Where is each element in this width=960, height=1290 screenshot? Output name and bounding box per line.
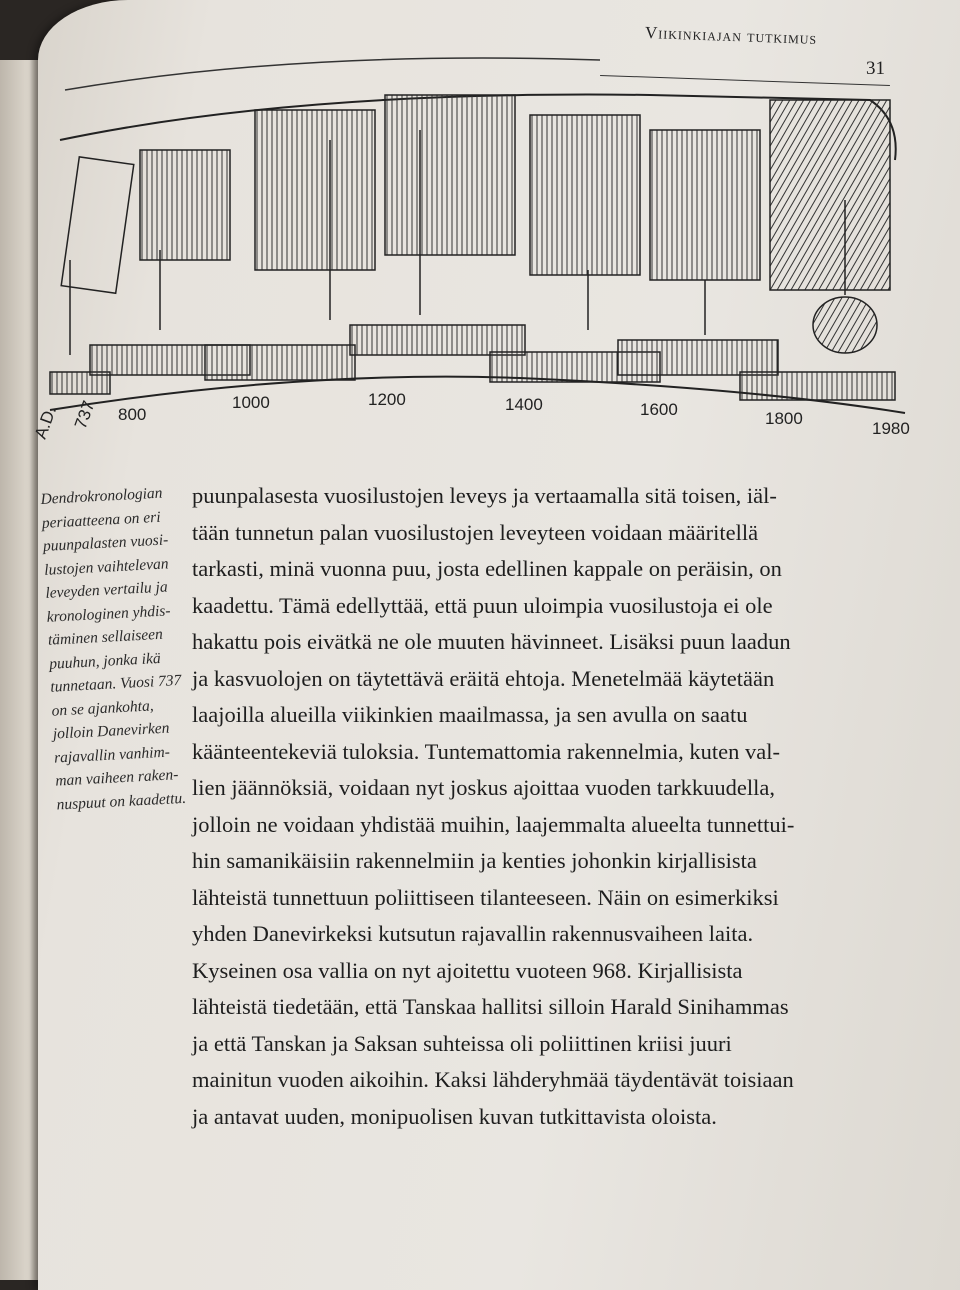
building-sketches (61, 95, 890, 353)
caption-line: puuhun, jonka ikä (48, 649, 162, 673)
tick-1400: 1400 (505, 395, 543, 414)
caption-line: Dendrokronologian (40, 484, 163, 508)
tick-800: 800 (118, 405, 147, 424)
caption-line: leveyden vertailu ja (45, 578, 169, 602)
frame-top-line (65, 58, 600, 90)
tick-1200: 1200 (368, 390, 406, 409)
farmhouse-sketch (650, 130, 760, 280)
body-line: yhden Danevirkeksi kutsutun rajavallin rakennusvaiheen laita. (192, 921, 754, 946)
running-title: Viikinkiajan tutkimus (644, 23, 818, 48)
tick-1800: 1800 (765, 409, 803, 428)
wall-sketch (140, 150, 230, 260)
caption-line: täminen sellaiseen (47, 625, 164, 649)
body-line: tään tunnetun palan vuosilustojen leveyteen voidaan määritellä (192, 519, 759, 545)
caption-line: tunnetaan. Vuosi 737 (49, 671, 182, 696)
caption-line: lustojen vaihtelevan (43, 554, 169, 579)
caption-line: puunpalasten vuosi- (42, 531, 169, 555)
caption-line: rajavallin vanhim- (53, 743, 171, 767)
figure-caption (40, 481, 187, 816)
half-timber-sketch (530, 115, 640, 275)
body-line: lien jäännöksiä, voidaan nyt joskus ajoittaa vuoden tarkkuudella, (192, 775, 775, 800)
body-line: puunpalasesta vuosilustojen leveys ja vertaamalla sitä toisen, iäl- (192, 483, 777, 508)
body-line: mainitun vuoden aikoihin. Kaksi lähderyhmää täydentävät toisiaan (192, 1067, 794, 1092)
body-line: hin samanikäisiin rakennelmiin ja kenties johonkin kirjallisista (192, 848, 757, 873)
log-frame-sketch (61, 157, 134, 293)
body-line: ja kasvuolojen on täytettävä eräitä ehtoja. Menetelmää käytetään (192, 665, 775, 691)
body-line: hakattu pois eivätkä ne ole muuten hävinneet. Lisäksi puun laadun (192, 629, 791, 654)
caption-line: jolloin Danevirken (52, 719, 170, 743)
page-number: 31 (866, 58, 885, 79)
stone-house-sketch (255, 110, 375, 270)
caption-line: man vaiheen raken- (54, 766, 179, 790)
body-line: tarkasti, minä vuonna puu, josta edellinen kappale on peräisin, on (192, 556, 782, 581)
tick-1600: 1600 (640, 400, 678, 419)
timber-house-sketch (385, 95, 515, 255)
caption-line: nuspuut on kaadettu. (56, 789, 187, 814)
body-line: kaadettu. Tämä edellyttää, että puun uloimpia vuosilustoja ei ole (192, 592, 773, 618)
body-line: ja että Tanskan ja Saksan suhteissa oli poliittinen kriisi juuri (192, 1030, 732, 1056)
ring-series-blocks (50, 325, 895, 400)
body-text (192, 478, 922, 1135)
body-line: käänteentekeviä tuloksia. Tuntemattomia rakennelmia, kuten val- (192, 738, 780, 764)
tick-1000: 1000 (232, 393, 270, 412)
caption-line: kronologinen yhdis- (46, 601, 171, 626)
caption-line: on se ajankohta, (51, 696, 155, 720)
caption-line: periaatteena on eri (41, 508, 161, 532)
body-line: Kyseinen osa vallia on nyt ajoitettu vuoteen 968. Kirjallisista (192, 957, 743, 983)
dendrochronology-illustration (0, 0, 960, 450)
body-line: lähteistä tunnettuun poliittiseen tilanteeseen. Näin on esimerkiksi (192, 884, 779, 910)
body-line: lähteistä tiedetään, että Tanskaa hallitsi silloin Harald Sinihammas (192, 994, 789, 1019)
body-line: ja antavat uuden, monipuolisen kuvan tutkittavista oloista. (192, 1103, 717, 1129)
body-line: jolloin ne voidaan yhdistää muihin, laajemmalta alueelta tunnettui- (192, 811, 795, 837)
tick-1980: 1980 (872, 419, 910, 438)
tree-sketch (770, 100, 890, 290)
body-line: laajoilla alueilla viikinkien maailmassa, ja sen avulla on saatu (192, 702, 748, 727)
tick-ad: A.D. (30, 403, 61, 442)
tree-ring-disc (813, 297, 877, 353)
tick-737: 737 (70, 398, 99, 432)
